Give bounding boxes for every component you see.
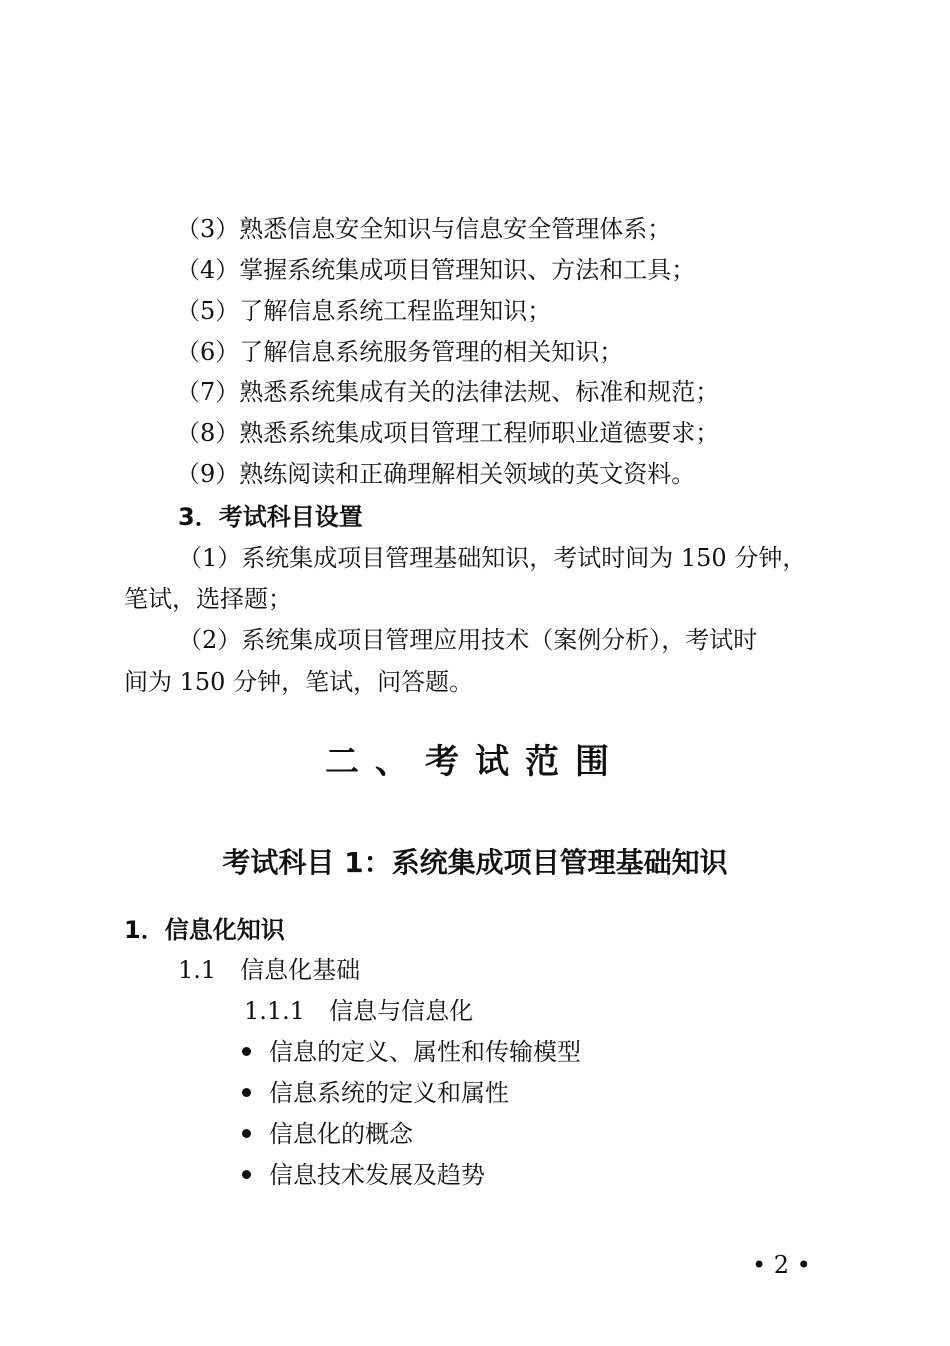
list-item: （6）了解信息系统服务管理的相关知识； (176, 338, 624, 366)
bullet-icon (242, 1047, 251, 1056)
list-item: （7）熟悉系统集成有关的法律法规、标准和规范； (176, 378, 720, 406)
page-number: • 2 • (752, 1251, 811, 1279)
list-item: （3）熟悉信息安全知识与信息安全管理体系； (176, 215, 672, 243)
list-item (242, 1078, 509, 1108)
subject-1-text-line1: （1）系统集成项目管理基础知识，考试时间为 150 分钟， (178, 544, 807, 572)
bullet-icon (242, 1129, 251, 1138)
subject-2-text-line1: （2）系统集成项目管理应用技术（案例分析），考试时 (178, 626, 758, 654)
bullet-icon (242, 1170, 251, 1179)
list-item: （4）掌握系统集成项目管理知识、方法和工具； (176, 256, 696, 284)
list-item (242, 1119, 413, 1149)
bullet-text: 信息化的概念 (269, 1120, 413, 1148)
list-item: （5）了解信息系统工程监理知识； (176, 297, 552, 325)
list-item: （8）熟悉系统集成项目管理工程师职业道德要求； (176, 419, 720, 447)
bullet-text: 信息的定义、属性和传输模型 (269, 1038, 581, 1066)
subject-setup-heading: 3．考试科目设置 (178, 503, 363, 531)
exam-subject-title: 考试科目 1：系统集成项目管理基础知识 (222, 846, 728, 879)
subsection-heading: 1.1.1 信息与信息化 (244, 997, 474, 1025)
subject-1-text-line2: 笔试，选择题； (124, 585, 292, 613)
bullet-icon (242, 1088, 251, 1097)
section-heading: 1.1 信息化基础 (178, 956, 361, 984)
list-item (242, 1037, 581, 1067)
chapter-heading: 1．信息化知识 (124, 916, 285, 944)
list-item: （9）熟练阅读和正确理解相关领域的英文资料。 (176, 460, 696, 488)
subject-2-text-line2: 间为 150 分钟，笔试，问答题。 (124, 668, 474, 696)
bullet-text: 信息系统的定义和属性 (269, 1079, 509, 1107)
section-title: 二、考试范围 (325, 742, 625, 782)
list-item (242, 1160, 485, 1190)
bullet-text: 信息技术发展及趋势 (269, 1161, 485, 1189)
